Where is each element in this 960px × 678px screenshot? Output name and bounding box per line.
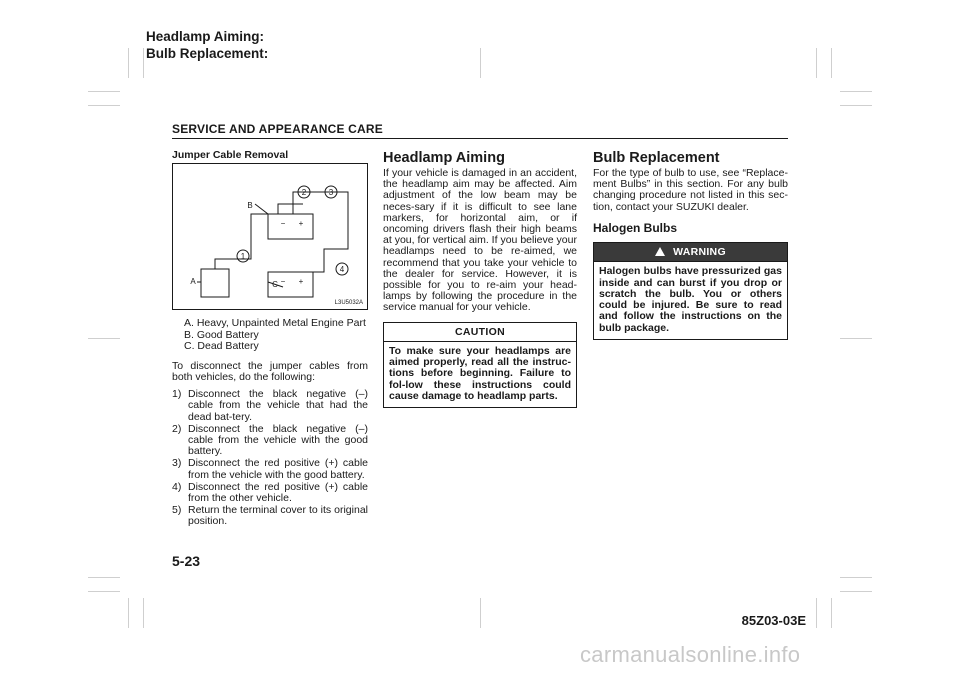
header-title <box>146 28 268 62</box>
step-number: 1) <box>172 388 182 401</box>
callout-4-num: 4 <box>339 265 345 275</box>
step-number: 3) <box>172 457 182 470</box>
good-battery-link <box>278 204 303 214</box>
callout-2-num: 2 <box>301 188 307 198</box>
watermark: carmanualsonline.info <box>580 642 801 667</box>
step-item <box>172 389 368 423</box>
step-item <box>172 458 368 480</box>
jumper-cable-diagram <box>173 164 367 309</box>
step-text: Disconnect the red positive (+) cable from the other vehicle. <box>188 480 368 504</box>
good-battery-shape <box>268 214 313 239</box>
jumper-intro: To disconnect the jumper cables from both vehicles, do the following: <box>172 359 368 383</box>
jumper-cable-figure <box>172 163 368 310</box>
figure-legend <box>184 318 368 353</box>
label-c: C <box>272 280 278 290</box>
step-text: Disconnect the black negative (–) cable from the vehicle with the good battery. <box>188 422 368 458</box>
warning-triangle-icon <box>655 247 665 256</box>
headlamp-aiming-body: If your vehicle is damaged in an accident, the headlamp aim may be affected. Aim adjustment of the low beam may be neces-sary if it is difficult to see lane markers, for horizontal aim, or if oncoming drivers flash their high beams at you, for vertical aim. If you believe your headlamps need to be re-aimed, we recommend that you take your vehicle to the dealer for service. However, it is possible for you to re-aim your head-lamps by following the procedure in the service manual for your vehicle. <box>383 167 577 314</box>
legend-item: A. Heavy, Unpainted Metal Engine Part <box>184 317 366 330</box>
jumper-cable-removal-heading: Jumper Cable Removal <box>172 149 289 161</box>
bulb-replacement-body: For the type of bulb to use, see “Replace-ment Bulbs” in this section. For any bulb changing procedure not listed in this sec-tion, contact your SUZUKI dealer. <box>593 167 788 213</box>
dead-battery-minus: − <box>280 277 286 287</box>
step-item <box>172 482 368 504</box>
step-number: 5) <box>172 504 182 517</box>
removal-steps <box>172 389 368 527</box>
halogen-bulbs-heading: Halogen Bulbs <box>593 220 678 235</box>
caution-body: To make sure your headlamps are aimed properly, read all the instruc-tions before beginning. Failure to fol-low these instructions could cause damage to headlamp parts. <box>389 344 571 403</box>
leader-b <box>255 204 268 214</box>
step-item <box>172 424 368 458</box>
good-battery-plus: + <box>298 219 304 229</box>
bulb-replacement-heading: Bulb Replacement <box>593 150 720 166</box>
step-text: Disconnect the red positive (+) cable from the vehicle with the good battery. <box>188 457 368 481</box>
legend-item: C. Dead Battery <box>184 340 259 353</box>
step-text: Return the terminal cover to its original position. <box>188 504 368 528</box>
headlamp-aiming-heading: Headlamp Aiming <box>383 150 505 166</box>
figure-code: L3U5032A <box>334 300 363 307</box>
section-title: SERVICE AND APPEARANCE CARE <box>172 122 383 136</box>
good-battery-minus: − <box>280 219 286 229</box>
caution-box <box>383 322 577 409</box>
step-item <box>172 505 368 527</box>
warning-header <box>594 243 787 262</box>
warning-title: WARNING <box>673 246 726 259</box>
caution-title: CAUTION <box>384 323 576 342</box>
header-line-2: Bulb Replacement: <box>146 46 269 61</box>
step-text: Disconnect the black negative (–) cable from the vehicle that had the dead bat-tery. <box>188 388 368 423</box>
section-rule <box>172 138 788 139</box>
legend-item: B. Good Battery <box>184 328 259 341</box>
callout-1-num: 1 <box>240 252 246 262</box>
column-headlamp-aiming <box>383 150 577 408</box>
callout-3-num: 3 <box>328 188 334 198</box>
label-b: B <box>247 201 253 211</box>
warning-box <box>593 242 788 340</box>
header-line-1: Headlamp Aiming: <box>146 29 265 44</box>
label-a: A <box>190 277 196 287</box>
column-bulb-replacement <box>593 150 788 340</box>
dead-battery-plus: + <box>298 277 304 287</box>
engine-part-shape <box>201 269 229 297</box>
step-number: 2) <box>172 422 182 435</box>
page-number: 5-23 <box>172 553 201 569</box>
document-code: 85Z03-03E <box>741 613 806 628</box>
warning-body: Halogen bulbs have pressurized gas inside and can burst if you drop or scratch the bulb. You or others could be injured. Be sure to read and follow the instructions on the bulb package. <box>599 265 782 334</box>
column-jumper-cable-removal <box>172 150 368 529</box>
step-number: 4) <box>172 480 182 493</box>
